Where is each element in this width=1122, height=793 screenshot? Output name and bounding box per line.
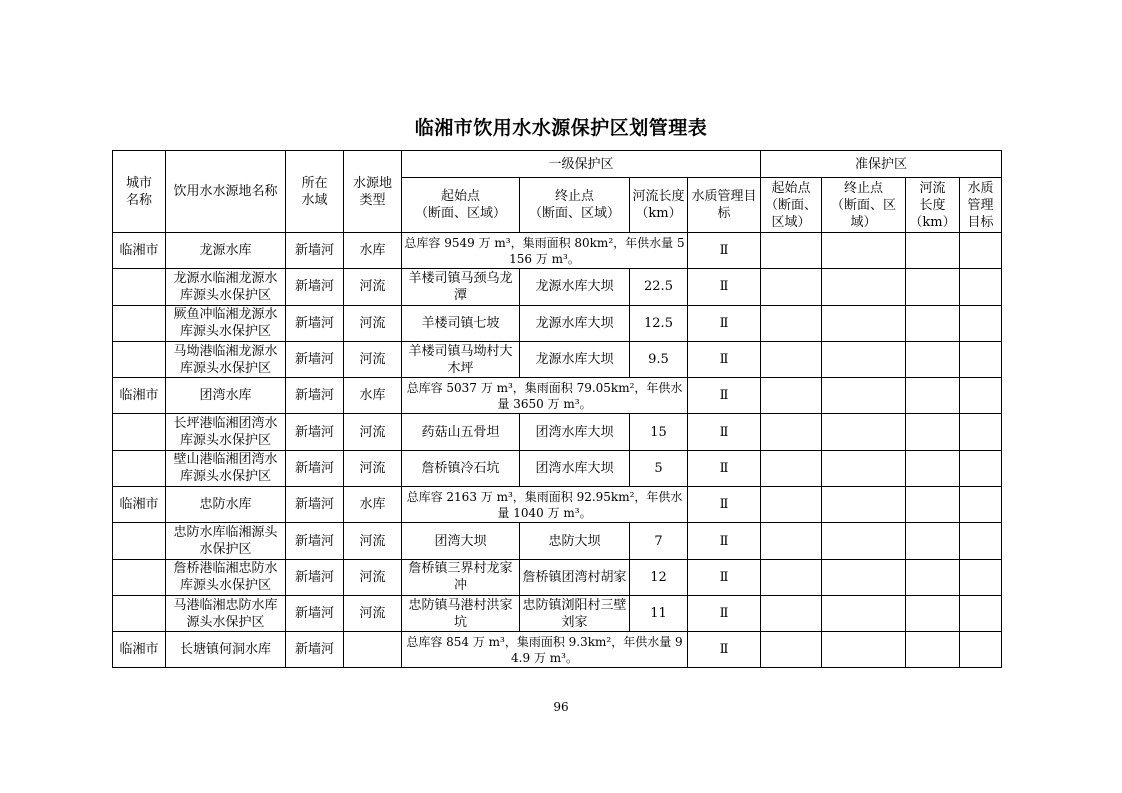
primary-target-cell: Ⅱ <box>688 378 761 414</box>
source-name-cell: 龙源水临湘龙源水库源头水保护区 <box>166 269 286 305</box>
secondary-end-cell <box>822 269 906 305</box>
secondary-end-cell <box>822 632 906 668</box>
source-name-cell: 长坪港临湘团湾水库源头水保护区 <box>166 414 286 450</box>
primary-target-cell: Ⅱ <box>688 450 761 486</box>
secondary-target-cell <box>960 269 1002 305</box>
secondary-end-cell <box>822 378 906 414</box>
secondary-end-cell <box>822 341 906 377</box>
primary-target-cell: Ⅱ <box>688 414 761 450</box>
table-row <box>113 341 1002 377</box>
source-name-cell: 马坳港临湘龙源水库源头水保护区 <box>166 341 286 377</box>
source-type-cell: 河流 <box>344 450 402 486</box>
page-title: 临湘市饮用水水源保护区划管理表 <box>414 117 708 139</box>
reservoir-info-cell: 总库容 854 万 m³，集雨面积 9.3km²，年供水量 94.9 万 m³。 <box>402 632 688 668</box>
secondary-end-cell <box>822 595 906 631</box>
source-type-cell: 河流 <box>344 559 402 595</box>
table-row <box>113 414 1002 450</box>
source-type-cell: 河流 <box>344 269 402 305</box>
secondary-target-cell <box>960 523 1002 559</box>
primary-end-cell: 龙源水库大坝 <box>520 305 630 341</box>
water-area-cell: 新墙河 <box>286 269 344 305</box>
source-type-cell: 河流 <box>344 305 402 341</box>
source-type-cell: 水库 <box>344 487 402 523</box>
city-cell <box>113 523 166 559</box>
city-cell: 临湘市 <box>113 632 166 668</box>
secondary-length-cell <box>906 559 960 595</box>
secondary-target-cell <box>960 595 1002 631</box>
header-primary-end: 终止点 （断面、区域） <box>520 178 630 233</box>
source-name-cell: 龙源水库 <box>166 233 286 269</box>
header-secondary-end: 终止点 （断面、区 域） <box>822 178 906 233</box>
primary-target-cell: Ⅱ <box>688 305 761 341</box>
primary-target-cell: Ⅱ <box>688 632 761 668</box>
source-type-cell: 河流 <box>344 341 402 377</box>
table-row <box>113 233 1002 269</box>
primary-target-cell: Ⅱ <box>688 595 761 631</box>
header-city: 城市 名称 <box>113 151 166 233</box>
city-cell <box>113 414 166 450</box>
secondary-length-cell <box>906 414 960 450</box>
secondary-length-cell <box>906 595 960 631</box>
source-type-cell: 河流 <box>344 595 402 631</box>
table-row <box>113 487 1002 523</box>
primary-start-cell: 羊楼司镇马坳村大木坪 <box>402 341 520 377</box>
city-cell <box>113 269 166 305</box>
city-cell <box>113 341 166 377</box>
primary-end-cell: 龙源水库大坝 <box>520 341 630 377</box>
header-secondary-length: 河流 长度 （km） <box>906 178 960 233</box>
secondary-target-cell <box>960 233 1002 269</box>
secondary-target-cell <box>960 341 1002 377</box>
secondary-start-cell <box>761 341 822 377</box>
secondary-end-cell <box>822 305 906 341</box>
primary-target-cell: Ⅱ <box>688 523 761 559</box>
table-row <box>113 450 1002 486</box>
secondary-end-cell <box>822 414 906 450</box>
primary-start-cell: 忠防镇马港村洪家坑 <box>402 595 520 631</box>
secondary-start-cell <box>761 414 822 450</box>
secondary-start-cell <box>761 233 822 269</box>
primary-length-cell: 12.5 <box>630 305 688 341</box>
secondary-length-cell <box>906 269 960 305</box>
water-area-cell: 新墙河 <box>286 487 344 523</box>
header-primary-target: 水质管理目 标 <box>688 178 761 233</box>
source-name-cell: 詹桥港临湘忠防水库源头水保护区 <box>166 559 286 595</box>
header-primary-start: 起始点 （断面、区域） <box>402 178 520 233</box>
water-area-cell: 新墙河 <box>286 233 344 269</box>
reservoir-info-cell: 总库容 9549 万 m³，集雨面积 80km²，年供水量 5156 万 m³。 <box>402 233 688 269</box>
source-name-cell: 忠防水库 <box>166 487 286 523</box>
primary-length-cell: 5 <box>630 450 688 486</box>
primary-end-cell: 忠防镇浏阳村三壁刘家 <box>520 595 630 631</box>
water-area-cell: 新墙河 <box>286 305 344 341</box>
secondary-length-cell <box>906 487 960 523</box>
secondary-end-cell <box>822 233 906 269</box>
primary-start-cell: 羊楼司镇七坡 <box>402 305 520 341</box>
secondary-length-cell <box>906 450 960 486</box>
reservoir-info-cell: 总库容 5037 万 m³，集雨面积 79.05km²，年供水量 3650 万 m³。 <box>402 378 688 414</box>
secondary-target-cell <box>960 305 1002 341</box>
primary-end-cell: 忠防大坝 <box>520 523 630 559</box>
city-cell: 临湘市 <box>113 378 166 414</box>
source-type-cell <box>344 632 402 668</box>
secondary-start-cell <box>761 378 822 414</box>
table-row <box>113 632 1002 668</box>
secondary-target-cell <box>960 632 1002 668</box>
water-area-cell: 新墙河 <box>286 378 344 414</box>
source-type-cell: 河流 <box>344 414 402 450</box>
primary-length-cell: 22.5 <box>630 269 688 305</box>
header-source-name: 饮用水水源地名称 <box>166 151 286 233</box>
water-area-cell: 新墙河 <box>286 632 344 668</box>
city-cell <box>113 595 166 631</box>
water-area-cell: 新墙河 <box>286 559 344 595</box>
primary-end-cell: 团湾水库大坝 <box>520 414 630 450</box>
city-cell <box>113 450 166 486</box>
source-type-cell: 水库 <box>344 378 402 414</box>
secondary-start-cell <box>761 305 822 341</box>
primary-target-cell: Ⅱ <box>688 559 761 595</box>
primary-target-cell: Ⅱ <box>688 233 761 269</box>
primary-target-cell: Ⅱ <box>688 341 761 377</box>
source-type-cell: 河流 <box>344 523 402 559</box>
secondary-start-cell <box>761 632 822 668</box>
header-row-1 <box>113 151 1002 178</box>
city-cell <box>113 305 166 341</box>
header-secondary-start: 起始点 （断面、 区域） <box>761 178 822 233</box>
secondary-start-cell <box>761 487 822 523</box>
secondary-end-cell <box>822 523 906 559</box>
water-area-cell: 新墙河 <box>286 523 344 559</box>
header-source-type: 水源地 类型 <box>344 151 402 233</box>
table-row <box>113 378 1002 414</box>
secondary-length-cell <box>906 233 960 269</box>
primary-start-cell: 詹桥镇三界村龙家冲 <box>402 559 520 595</box>
source-type-cell: 水库 <box>344 233 402 269</box>
primary-end-cell: 团湾水库大坝 <box>520 450 630 486</box>
secondary-target-cell <box>960 450 1002 486</box>
secondary-target-cell <box>960 559 1002 595</box>
table-row <box>113 305 1002 341</box>
source-name-cell: 忠防水库临湘源头水保护区 <box>166 523 286 559</box>
table-row <box>113 269 1002 305</box>
source-name-cell: 长塘镇何洞水库 <box>166 632 286 668</box>
primary-start-cell: 药菇山五骨坦 <box>402 414 520 450</box>
header-primary-length: 河流长度 （km） <box>630 178 688 233</box>
primary-start-cell: 羊楼司镇马颈乌龙潭 <box>402 269 520 305</box>
secondary-target-cell <box>960 378 1002 414</box>
secondary-end-cell <box>822 450 906 486</box>
table-row <box>113 595 1002 631</box>
page-number: 96 <box>553 700 569 714</box>
secondary-length-cell <box>906 523 960 559</box>
primary-length-cell: 12 <box>630 559 688 595</box>
secondary-end-cell <box>822 559 906 595</box>
secondary-length-cell <box>906 378 960 414</box>
table-row <box>113 559 1002 595</box>
secondary-start-cell <box>761 523 822 559</box>
water-area-cell: 新墙河 <box>286 595 344 631</box>
secondary-start-cell <box>761 595 822 631</box>
header-secondary-zone: 准保护区 <box>761 151 1002 178</box>
header-water-area: 所在 水域 <box>286 151 344 233</box>
reservoir-info-cell: 总库容 2163 万 m³，集雨面积 92.95km²，年供水量 1040 万 m³。 <box>402 487 688 523</box>
protection-zone-table <box>112 150 1002 668</box>
primary-end-cell: 龙源水库大坝 <box>520 269 630 305</box>
primary-target-cell: Ⅱ <box>688 487 761 523</box>
header-secondary-target: 水质 管理 目标 <box>960 178 1002 233</box>
primary-start-cell: 团湾大坝 <box>402 523 520 559</box>
water-area-cell: 新墙河 <box>286 341 344 377</box>
secondary-length-cell <box>906 305 960 341</box>
secondary-start-cell <box>761 450 822 486</box>
secondary-target-cell <box>960 414 1002 450</box>
city-cell: 临湘市 <box>113 487 166 523</box>
secondary-length-cell <box>906 632 960 668</box>
primary-length-cell: 9.5 <box>630 341 688 377</box>
source-name-cell: 壁山港临湘团湾水库源头水保护区 <box>166 450 286 486</box>
secondary-start-cell <box>761 269 822 305</box>
source-name-cell: 厥鱼冲临湘龙源水库源头水保护区 <box>166 305 286 341</box>
primary-length-cell: 15 <box>630 414 688 450</box>
primary-target-cell: Ⅱ <box>688 269 761 305</box>
primary-end-cell: 詹桥镇团湾村胡家 <box>520 559 630 595</box>
secondary-end-cell <box>822 487 906 523</box>
primary-length-cell: 7 <box>630 523 688 559</box>
source-name-cell: 团湾水库 <box>166 378 286 414</box>
city-cell <box>113 559 166 595</box>
city-cell: 临湘市 <box>113 233 166 269</box>
primary-length-cell: 11 <box>630 595 688 631</box>
secondary-target-cell <box>960 487 1002 523</box>
primary-start-cell: 詹桥镇冷石坑 <box>402 450 520 486</box>
secondary-start-cell <box>761 559 822 595</box>
source-name-cell: 马港临湘忠防水库源头水保护区 <box>166 595 286 631</box>
water-area-cell: 新墙河 <box>286 450 344 486</box>
water-area-cell: 新墙河 <box>286 414 344 450</box>
table-row <box>113 523 1002 559</box>
secondary-length-cell <box>906 341 960 377</box>
header-primary-zone: 一级保护区 <box>402 151 761 178</box>
